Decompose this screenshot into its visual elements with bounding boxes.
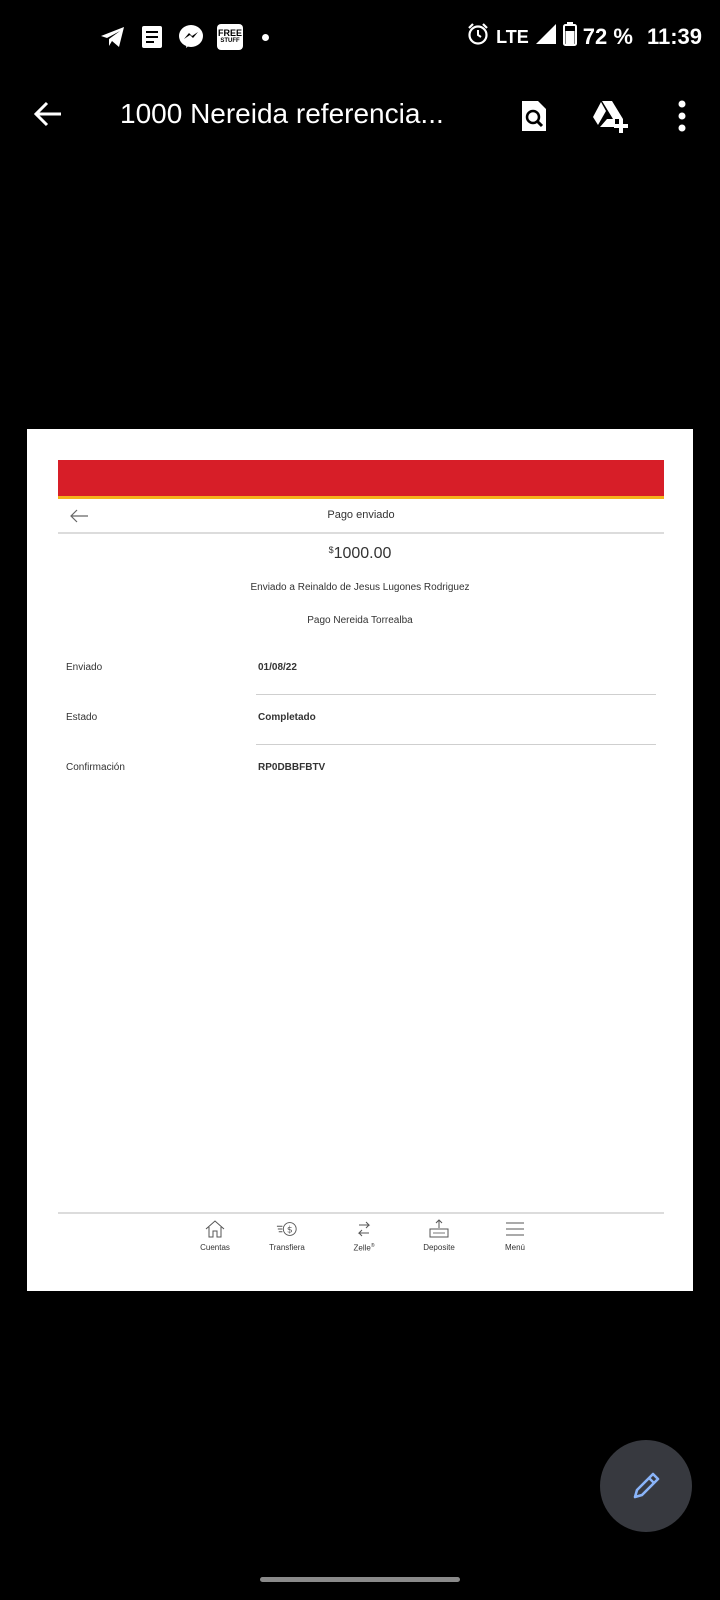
- add-to-drive-button[interactable]: [588, 94, 632, 138]
- tabbar-divider: [58, 1212, 664, 1214]
- notification-icons: [100, 24, 269, 50]
- tab-transfiera: [252, 1219, 322, 1263]
- notes-icon: [139, 24, 165, 50]
- battery-icon: [563, 22, 577, 52]
- divider: [256, 744, 656, 745]
- detail-label: Confirmación: [66, 762, 125, 773]
- tab-cuentas: [180, 1219, 250, 1263]
- detail-row-status: [66, 712, 656, 762]
- back-button[interactable]: [28, 94, 68, 134]
- document-title: 1000 Nereida referencia...: [120, 98, 444, 129]
- battery-level: 72 %: [582, 24, 633, 49]
- find-in-document-button[interactable]: [512, 94, 556, 138]
- menu-icon: [504, 1219, 526, 1239]
- detail-value: Completado: [258, 712, 316, 723]
- svg-text:$: $: [286, 1224, 293, 1236]
- arrow-back-icon: [33, 100, 63, 128]
- clock: 11:39: [646, 24, 702, 49]
- payment-amount: [27, 545, 693, 563]
- tab-label: Deposite: [423, 1243, 455, 1252]
- more-vert-icon: [677, 100, 687, 132]
- document-page: [27, 429, 693, 1291]
- tab-menu: [480, 1219, 550, 1263]
- tab-label: Zelle: [353, 1243, 371, 1253]
- more-notifications-dot-icon: [262, 34, 269, 41]
- status-bar: [0, 0, 720, 78]
- tab-label: Cuentas: [200, 1243, 230, 1252]
- signal-icon: [535, 23, 557, 51]
- detail-row-confirmation: [66, 762, 656, 812]
- drive-add-icon: [591, 99, 629, 133]
- transfer-icon: [276, 1219, 298, 1239]
- search-document-icon: [520, 99, 548, 133]
- payment-header-title: Pago enviado: [327, 509, 395, 521]
- detail-row-sent-date: [66, 662, 656, 712]
- recipient-text: Enviado a Reinaldo de Jesus Lugones Rodriguez: [250, 582, 470, 593]
- brand-header-bar: [58, 460, 664, 496]
- more-options-button[interactable]: [660, 94, 704, 138]
- app-bar: [0, 78, 720, 154]
- edit-fab-button[interactable]: [600, 1440, 692, 1532]
- amount-value: 1000.00: [333, 545, 392, 562]
- free-stuff-icon: FREE STUFF: [217, 24, 243, 50]
- bottom-tab-bar: [58, 1219, 664, 1269]
- telegram-icon: [100, 24, 126, 50]
- divider: [256, 694, 656, 695]
- detail-label: Estado: [66, 712, 98, 723]
- tab-deposite: [404, 1219, 474, 1263]
- detail-label: Enviado: [66, 662, 103, 673]
- tab-zelle: [329, 1219, 399, 1263]
- currency-symbol: $: [328, 545, 334, 555]
- tab-label: Transfiera: [269, 1243, 305, 1252]
- pencil-icon: [629, 1469, 663, 1503]
- payment-nav-header: [58, 499, 664, 534]
- tab-label: Menú: [504, 1243, 525, 1252]
- registered-mark: ®: [370, 1243, 375, 1249]
- messenger-icon: [178, 24, 204, 50]
- network-type: LTE: [496, 26, 529, 47]
- deposit-icon: [428, 1219, 450, 1239]
- alarm-icon: [466, 22, 490, 52]
- zelle-icon: [353, 1219, 375, 1239]
- detail-value: RP0DBBFBTV: [258, 762, 326, 773]
- detail-value: 01/08/22: [258, 662, 297, 673]
- home-icon: [204, 1219, 226, 1239]
- memo-text: Pago Nereida Torrealba: [307, 615, 413, 626]
- gesture-navigation-bar[interactable]: [260, 1577, 460, 1582]
- system-status: [466, 22, 702, 52]
